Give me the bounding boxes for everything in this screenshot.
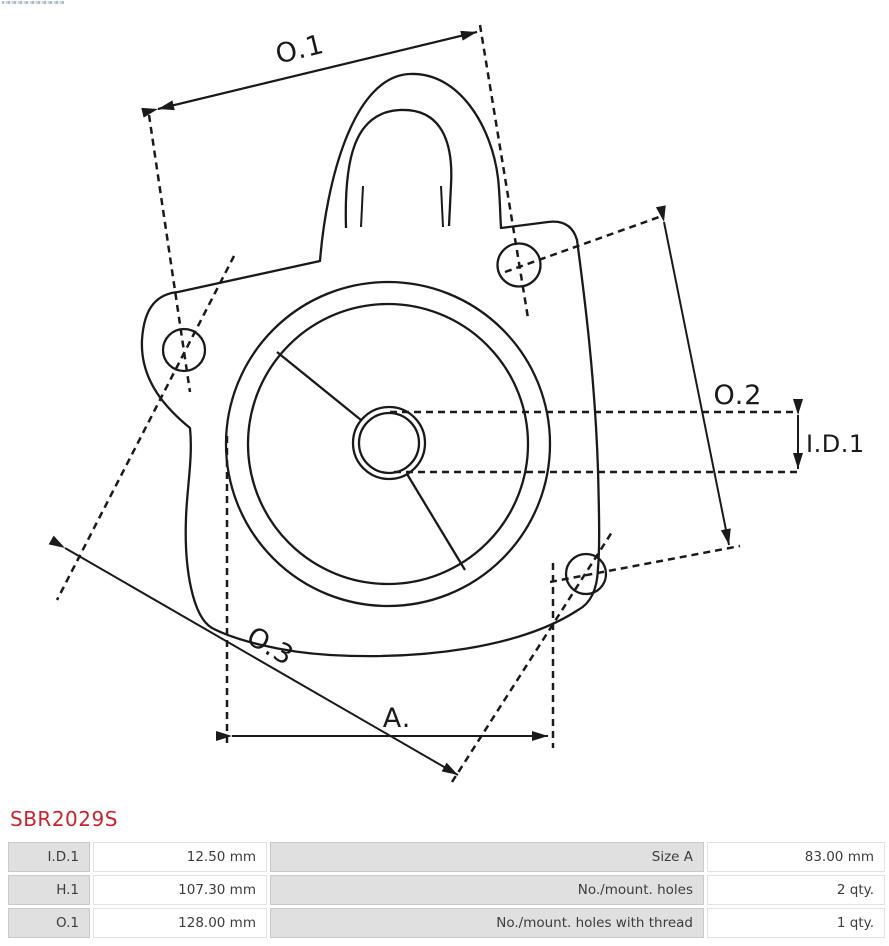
dim-o3-line — [65, 548, 458, 775]
dim-label-o1: O.1 — [272, 28, 328, 71]
dim-label-a: A. — [382, 703, 412, 734]
spec-value: 83.00 mm — [707, 842, 885, 872]
hub-outer-circle — [353, 407, 425, 479]
spec-label: O.1 — [8, 908, 90, 938]
spec-label: Size A — [270, 842, 704, 872]
spec-label: I.D.1 — [8, 842, 90, 872]
centerline-o3-upper — [57, 256, 234, 600]
bore-inner-circle — [248, 304, 528, 584]
part-number: SBR2029S — [10, 807, 118, 831]
hub-inner-circle — [359, 413, 419, 473]
spec-table — [8, 842, 885, 938]
dim-label-o2: O.2 — [713, 380, 763, 411]
spec-value: 1 qty. — [707, 908, 885, 938]
wedge-line-lower — [407, 474, 465, 570]
spec-label: No./mount. holes — [270, 875, 704, 905]
spec-value: 2 qty. — [707, 875, 885, 905]
spec-label: No./mount. holes with thread — [270, 908, 704, 938]
centerline-o2-bottom — [550, 546, 740, 582]
dim-label-id1: I.D.1 — [806, 430, 865, 458]
centerline-o1-left — [149, 115, 190, 392]
centerline-o3-lower — [452, 532, 612, 782]
spec-value: 107.30 mm — [93, 875, 267, 905]
centerline-o1-right — [480, 25, 528, 318]
spec-label: H.1 — [8, 875, 90, 905]
bore-outer-circle — [226, 282, 550, 606]
spec-value: 12.50 mm — [93, 842, 267, 872]
handle-loop-notch-right — [441, 186, 443, 227]
wedge-line-upper — [277, 352, 361, 420]
handle-loop-notch-left — [361, 186, 363, 227]
dim-label-o3: O.3 — [241, 620, 300, 673]
spec-value: 128.00 mm — [93, 908, 267, 938]
mount-hole-left — [163, 329, 205, 371]
